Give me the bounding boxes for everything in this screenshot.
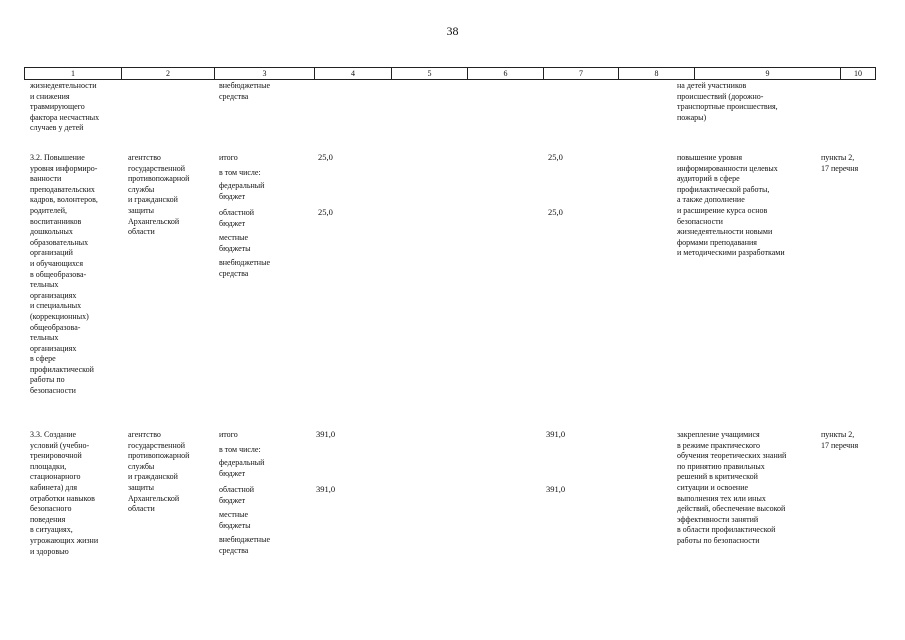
row-3-3-source-including: в том числе:	[219, 445, 261, 454]
row-3-3-total-sum: 391,0	[316, 429, 336, 439]
column-header-3: 3	[214, 68, 314, 79]
row-3-3-source-total: итого	[219, 430, 238, 439]
row-3-2-regional-year: 25,0	[548, 207, 563, 217]
row-3-2-total-sum: 25,0	[318, 152, 333, 162]
row-3-2-reference: пункты 2, 17 перечня	[821, 153, 859, 173]
column-header-2: 2	[121, 68, 214, 79]
row-3-3-source-regional: областной бюджет	[219, 485, 255, 505]
row-3-3-source-extra: внебюджетные средства	[219, 535, 270, 555]
row-3-3-name: 3.3. Создание условий (учебно- тренировочной площадки, стационарного кабинета) для отработки навыков безопасного поведения в ситуациях, угрожающих жизни и здоровью	[30, 430, 99, 556]
continuation-result: на детей участников происшествий (дорожно- транспортные происшествия, пожары)	[677, 81, 778, 122]
continuation-name: жизнедеятельности и снижения травмирующего фактора несчастных случаев у детей	[30, 81, 100, 133]
row-3-3-executor: агентство государственной противопожарной службы и гражданской защиты Архангельской области	[128, 430, 190, 514]
row-3-2-source-local: местные бюджеты	[219, 233, 251, 253]
row-3-2-source-including: в том числе:	[219, 168, 261, 177]
row-3-3-regional-sum: 391,0	[316, 484, 336, 494]
row-3-2-total-year: 25,0	[548, 152, 563, 162]
row-3-3-source-local: местные бюджеты	[219, 510, 251, 530]
row-3-3-result: закрепление учащимися в режиме практического обучения теоретических знаний по принятию правильных решений в критической ситуации и освоение выполнения тех или иных действий, обеспечение высокой эффективности занятий в области профилактической работы по безопасности	[677, 430, 787, 545]
row-3-2-executor: агентство государственной противопожарной службы и гражданской защиты Архангельской области	[128, 153, 190, 237]
column-header-8: 8	[618, 68, 694, 79]
row-3-2-source-federal: федеральный бюджет	[219, 181, 265, 201]
column-header-9: 9	[694, 68, 840, 79]
row-3-2-regional-sum: 25,0	[318, 207, 333, 217]
column-header-10: 10	[840, 68, 876, 79]
table-column-header-row	[24, 67, 876, 80]
row-3-3-regional-year: 391,0	[546, 484, 566, 494]
column-header-1: 1	[24, 68, 121, 79]
column-header-4: 4	[314, 68, 391, 79]
column-header-5: 5	[391, 68, 467, 79]
page-number: 38	[446, 24, 459, 38]
continuation-source: внебюджетные средства	[219, 81, 270, 101]
column-header-7: 7	[543, 68, 618, 79]
column-header-6: 6	[467, 68, 543, 79]
row-3-2-source-total: итого	[219, 153, 238, 162]
row-3-2-source-extra: внебюджетные средства	[219, 258, 270, 278]
row-3-3-total-year: 391,0	[546, 429, 566, 439]
row-3-3-reference: пункты 2, 17 перечня	[821, 430, 859, 450]
row-3-2-result: повышение уровня информированности целевых аудиторий в сфере профилактической работы, а также дополнение и расширение курса основ безопасности жизнедеятельности новыми формами преподавания и методическими разработками	[677, 153, 785, 258]
row-3-2-name: 3.2. Повышение уровня информиро- ванности преподавательских кадров, волонтеров, родителей, воспитанников дошкольных образовательных организаций и обучающихся в общеобразова- тельных организациях и специальных (коррекционных) общеобразова- тельных организациях в сфере профилактической работы по безопасности	[30, 153, 98, 396]
row-3-3-source-federal: федеральный бюджет	[219, 458, 265, 478]
row-3-2-source-regional: областной бюджет	[219, 208, 255, 228]
